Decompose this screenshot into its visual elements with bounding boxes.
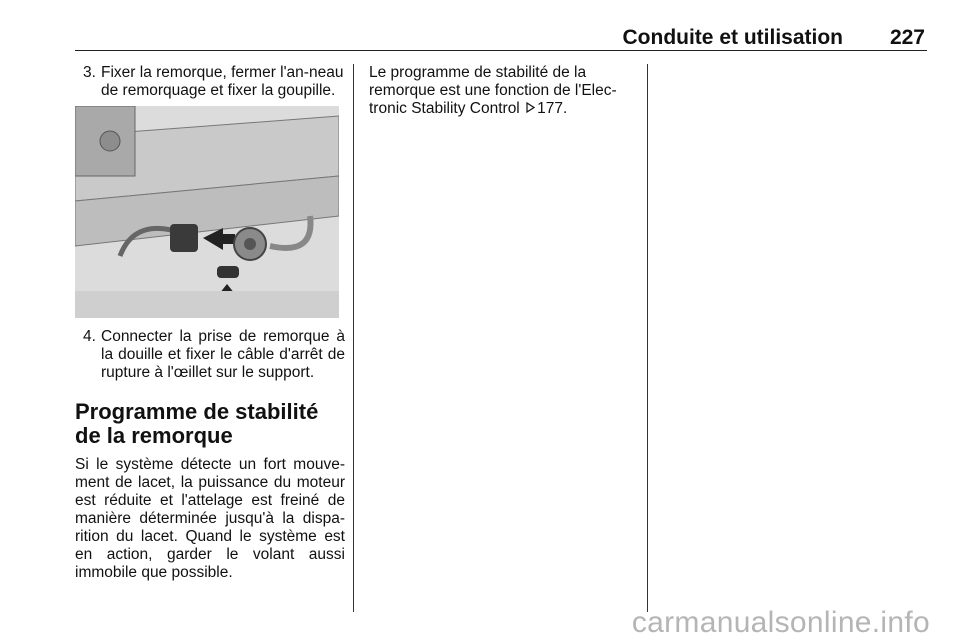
section-heading: Programme de stabilité de la remorque	[75, 399, 319, 448]
body-paragraph	[369, 64, 634, 118]
step-text: Fixer la remorque, fermer l'an-neau de remorquage et fixer la goupille.	[101, 64, 344, 99]
page-header	[75, 22, 927, 51]
body-paragraph: Si le système détecte un fort mouve-ment de lacet, la puissance du moteur est réduite et l'attelage est freiné de manière déterminée jusqu'à la dispa-rition du lacet. Quand le système est en action, garder le volant aussi immobile que possible.	[75, 456, 345, 581]
middle-column	[369, 64, 634, 118]
page-reference-icon	[526, 100, 535, 118]
step-number: 4.	[83, 328, 96, 345]
step-number: 3.	[83, 64, 96, 81]
paragraph-text: Le programme de stabilité de la remorque est une fonction de l'Elec-tronic Stability Control	[369, 64, 617, 117]
tow-hitch-illustration	[75, 106, 339, 318]
section-title: Conduite et utilisation	[622, 26, 843, 49]
column-divider-left	[353, 64, 354, 612]
step-text: Connecter la prise de remorque à la douille et fixer le câble d'arrêt de rupture à l'œillet sur le support.	[101, 328, 345, 381]
watermark: carmanualsonline.info	[631, 606, 930, 639]
column-divider-right	[647, 64, 648, 612]
tow-hitch-drawing	[75, 106, 339, 318]
left-column	[75, 64, 345, 582]
reference-page: 177.	[537, 100, 568, 117]
step-3	[75, 64, 345, 100]
step-4	[75, 328, 345, 382]
page-number: 227	[889, 26, 925, 49]
